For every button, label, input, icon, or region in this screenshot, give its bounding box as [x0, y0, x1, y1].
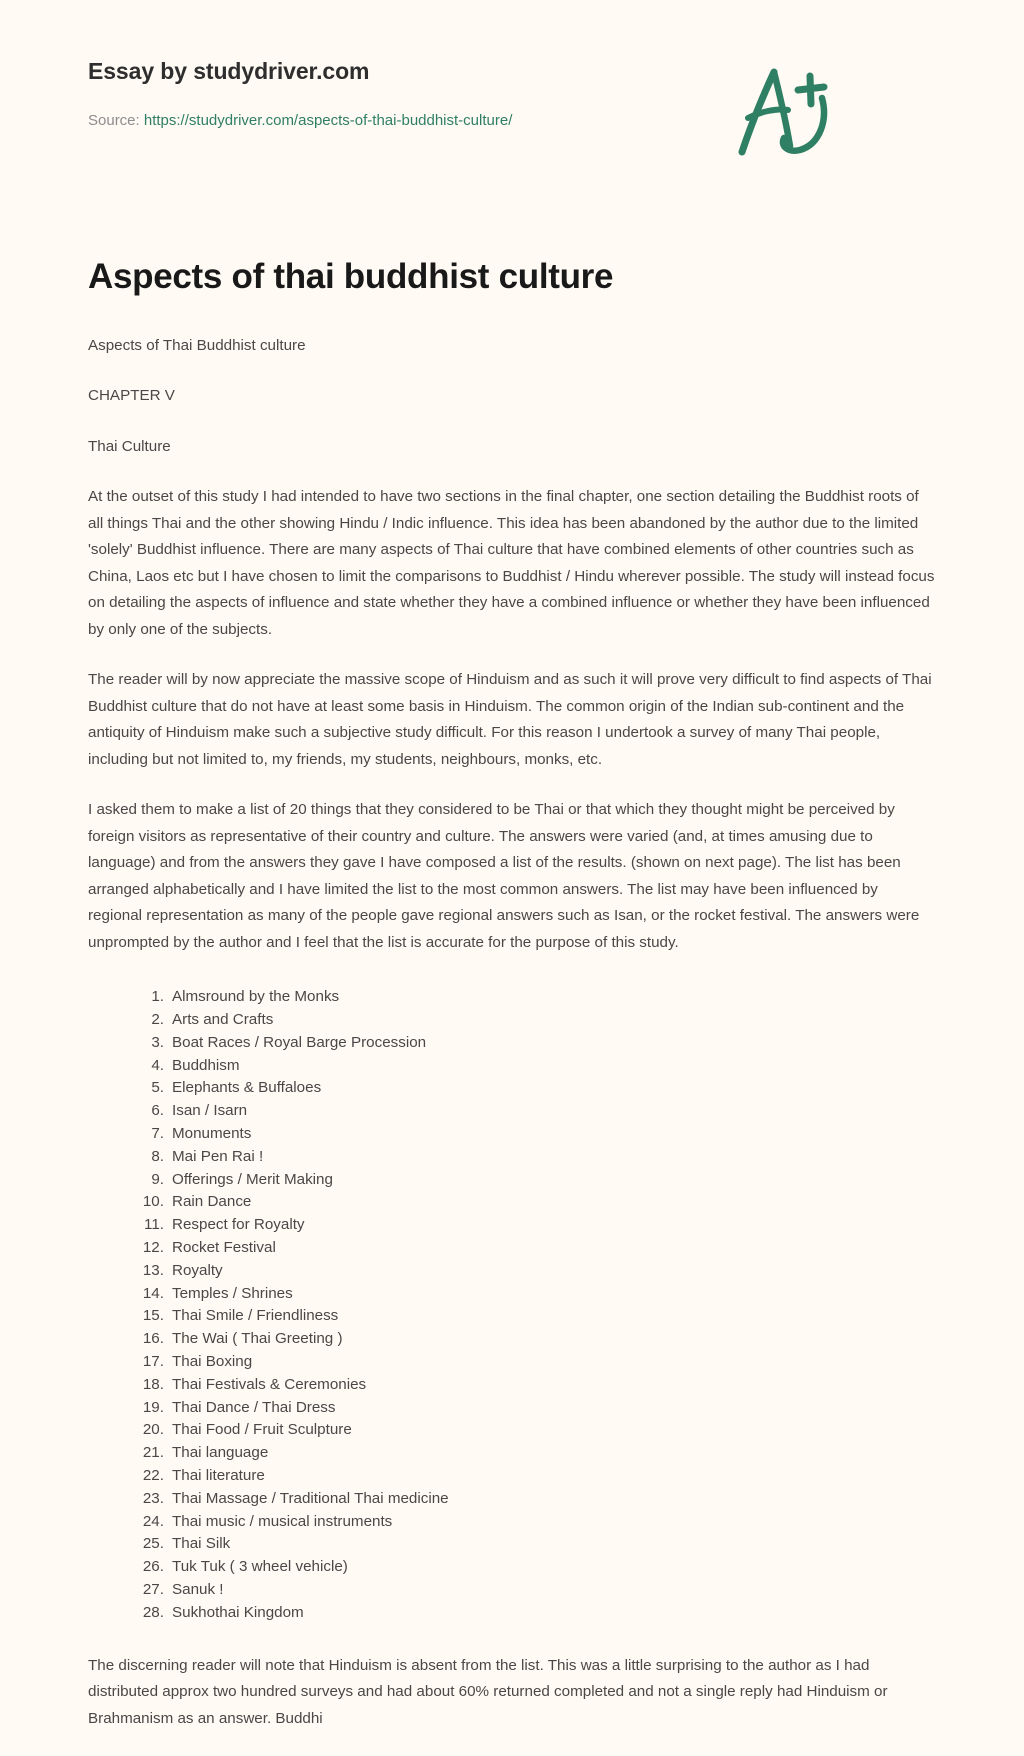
source-url-link[interactable]: https://studydriver.com/aspects-of-thai-buddhist-culture/: [143, 111, 513, 129]
list-item: Mai Pen Rai !: [172, 1147, 264, 1165]
list-item: Thai Festivals & Ceremonies: [172, 1375, 367, 1393]
list-item: Elephants & Buffaloes: [172, 1079, 322, 1097]
list-item: Royalty: [172, 1261, 223, 1279]
list-item: Thai Smile / Friendliness: [172, 1307, 339, 1325]
list-item: Isan / Isarn: [172, 1102, 248, 1120]
list-item: Almsround by the Monks: [172, 988, 340, 1006]
list-item: Thai Silk: [172, 1535, 231, 1553]
essay-attribution: Essay by studydriver.com: [88, 58, 370, 84]
list-item: Temples / Shrines: [172, 1284, 293, 1302]
list-item: Thai literature: [172, 1466, 265, 1484]
body-paragraph-1: At the outset of this study I had intended to have two sections in the final chapter, one section detailing the Buddhist roots of all things Thai and the other showing Hindu / Indic influence. This idea has been abandoned by the author due to the limited 'solely' Buddhist influence. There are many aspects of Thai culture that have combined elements of other countries such as China, Laos etc but I have chosen to limit the comparisons to Buddhist / Hindu wherever possible. The study will instead focus on detailing the aspects of influence and state whether they have a combined influence or whether they have been influenced by only one of the subjects.: [88, 488, 935, 638]
body-paragraph-4: The discerning reader will note that Hinduism is absent from the list. This was a little surprising to the author as I had distributed approx two hundred surveys and had about 60% returned completed and not a single reply had Hinduism or Brahmanism as an answer. Buddhi: [88, 1656, 888, 1727]
body-paragraph-3: I asked them to make a list of 20 things that they considered to be Thai or that which they thought might be perceived by foreign visitors as representative of their country and culture. The answers were varied (and, at times amusing due to language) and from the answers they gave I have composed a list of the results. (shown on next page). The list has been arranged alphabetically and I have limited the list to the most common answers. The list may have been influenced by regional representation as many of the people gave regional answers such as Isan, or the rocket festival. The answers were unprompted by the author and I feel that the list is accurate for the purpose of this study.: [88, 801, 920, 951]
list-item: Respect for Royalty: [172, 1216, 305, 1234]
section-heading: Thai Culture: [88, 437, 171, 455]
list-item: Offerings / Merit Making: [172, 1170, 333, 1188]
document-header: [88, 0, 936, 150]
list-item: Rain Dance: [172, 1193, 252, 1211]
list-item: Boat Races / Royal Barge Procession: [172, 1033, 427, 1051]
source-label: Source:: [88, 111, 140, 129]
list-item: Sanuk !: [172, 1580, 224, 1598]
list-item: Monuments: [172, 1125, 252, 1143]
list-item: Rocket Festival: [172, 1239, 276, 1257]
page-title: Aspects of thai buddhist culture: [88, 257, 614, 296]
list-item: Thai Massage / Traditional Thai medicine: [172, 1489, 449, 1507]
list-item: Sukhothai Kingdom: [172, 1603, 304, 1621]
list-item: Thai Boxing: [172, 1353, 253, 1370]
list-item: Thai language: [172, 1444, 269, 1462]
survey-results-list: [88, 986, 936, 1624]
list-item: Tuk Tuk ( 3 wheel vehicle): [172, 1558, 348, 1576]
list-item: Thai Dance / Thai Dress: [172, 1398, 336, 1416]
studydriver-a-plus-logo-icon: [732, 58, 836, 162]
list-item: Arts and Crafts: [172, 1011, 274, 1029]
list-item: Thai music / musical instruments: [172, 1512, 393, 1530]
body-subtitle: Aspects of Thai Buddhist culture: [88, 336, 306, 354]
list-item: The Wai ( Thai Greeting ): [172, 1330, 343, 1348]
chapter-label: CHAPTER V: [88, 387, 175, 405]
list-item: Thai Food / Fruit Sculpture: [172, 1421, 352, 1439]
list-item: Buddhism: [172, 1056, 240, 1074]
body-paragraph-2: The reader will by now appreciate the massive scope of Hinduism and as such it will prove very difficult to find aspects of Thai Buddhist culture that do not have at least some basis in Hinduism. The common origin of the Indian sub-continent and the antiquity of Hinduism make such a subjective study difficult. For this reason I undertook a survey of many Thai people, including but not limited to, my friends, my students, neighbours, monks, etc.: [88, 671, 932, 768]
document-body: [88, 333, 936, 1732]
